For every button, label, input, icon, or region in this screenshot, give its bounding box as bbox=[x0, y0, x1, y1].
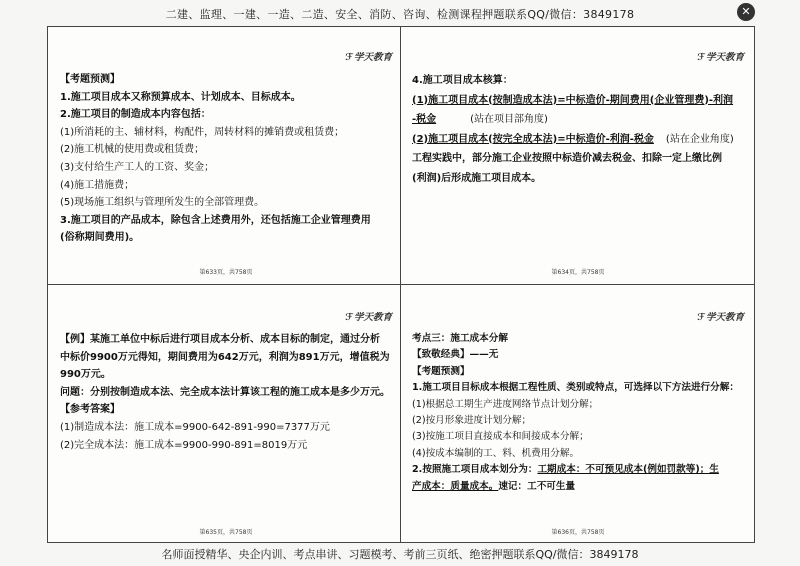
text-line: 【例】某施工单位中标后进行项目成本分析、成本目标的制定，通过分析 bbox=[60, 334, 380, 345]
text-line: (2)施工机械的使用费或租赁费； bbox=[60, 144, 205, 156]
text-line: 1.施工项目成本又称预算成本、计划成本、目标成本。 bbox=[60, 91, 301, 103]
text-line: (1)施工项目成本(按制造成本法)=中标造价-期间费用(企业管理费)-利润 bbox=[412, 94, 734, 106]
page-number: 第635页，共758页 bbox=[199, 529, 253, 536]
page-number: 第633页，共758页 bbox=[199, 269, 253, 276]
slide-panel-635 bbox=[56, 289, 396, 539]
text-line: -税金 (站在项目部角度) bbox=[412, 114, 548, 125]
text-line: (1)制造成本法：施工成本=9900-642-891-990=7377万元 bbox=[60, 421, 330, 433]
page-number: 第634页，共758页 bbox=[551, 269, 605, 276]
top-banner: 二建、监理、一建、一造、二造、安全、消防、咨询、检测课程押题联系QQ/微信：3849178 bbox=[165, 8, 635, 21]
brand-logo: ℱ学天教育 bbox=[697, 52, 744, 63]
text-line: (1)根据总工期生产进度网络节点计划分解； bbox=[412, 398, 599, 410]
text-line: (2)完全成本法：施工成本=9900-990-891=8019万元 bbox=[60, 439, 308, 451]
slide-panel-633 bbox=[56, 29, 396, 279]
text-line: 990万元。 bbox=[60, 369, 111, 381]
page-number: 第636页，共758页 bbox=[551, 529, 605, 536]
bottom-banner: 名师面授精华、央企内训、考点串讲、习题模考、考前三页纸、绝密押题联系QQ/微信：3849178 bbox=[161, 548, 639, 561]
text-line: (3)按施工项目直接成本和间接成本分解； bbox=[412, 431, 589, 443]
text-line: (4)施工措施费； bbox=[60, 179, 135, 191]
logo-mark-icon: ℱ bbox=[345, 52, 353, 63]
text-line: (2)按月形象进度计划分解； bbox=[412, 415, 532, 427]
text-line: 问题：分别按制造成本法、完全成本法计算该工程的施工成本是多少万元。 bbox=[60, 386, 390, 398]
logo-mark-icon: ℱ bbox=[697, 312, 705, 323]
text-line: 考点三：施工成本分解 bbox=[412, 333, 508, 344]
text-line: 1.施工项目目标成本根据工程性质、类别或特点，可选择以下方法进行分解： bbox=[412, 382, 739, 394]
close-icon[interactable]: ✕ bbox=[737, 3, 755, 21]
brand-logo: ℱ学天教育 bbox=[345, 52, 392, 63]
slide-panel-634 bbox=[408, 29, 748, 279]
text-line: 2.施工项目的制造成本内容包括： bbox=[60, 109, 211, 121]
text-line: 【考题预测】 bbox=[412, 365, 470, 377]
text-line: 4.施工项目成本核算： bbox=[412, 75, 513, 86]
slide-panel-636 bbox=[408, 289, 748, 539]
text-line: (5)现场施工组织与管理所发生的全部管理费。 bbox=[60, 197, 265, 209]
text-line: (3)支付给生产工人的工资、奖金； bbox=[60, 161, 215, 173]
slide-content bbox=[412, 331, 746, 495]
horizontal-divider bbox=[48, 284, 754, 285]
text-line: (1)所消耗的主、辅材料，构配件，周转材料的摊销费或租赁费； bbox=[60, 126, 345, 138]
text-line: (利润)后形成施工项目成本。 bbox=[412, 172, 542, 184]
text-line: 中标价9900万元得知，期间费用为642万元，利润为891万元，增值税为 bbox=[60, 351, 390, 363]
text-line: 2.按照施工项目成本划分为：工期成本：不可预见成本(例如罚款等)；生 bbox=[412, 464, 719, 476]
text-line: 工程实践中，部分施工企业按照中标造价减去税金、扣除一定上缴比例 bbox=[412, 153, 722, 164]
slide-content bbox=[412, 71, 746, 188]
text-line: (2)施工项目成本(按完全成本法)=中标造价-利润-税金 (站在企业角度) bbox=[412, 133, 734, 145]
brand-logo: ℱ学天教育 bbox=[697, 312, 744, 323]
text-line: 【考题预测】 bbox=[60, 74, 120, 85]
text-line: 【致敬经典】——无 bbox=[412, 349, 499, 361]
slide-content bbox=[60, 331, 394, 454]
text-line: 【参考答案】 bbox=[60, 404, 120, 416]
slide-content bbox=[60, 71, 394, 247]
brand-logo: ℱ学天教育 bbox=[345, 312, 392, 323]
text-line: 产成本：质量成本。速记：工不可生量 bbox=[412, 480, 576, 492]
text-line: 3.施工项目的产品成本，除包含上述费用外，还包括施工企业管理费用 bbox=[60, 214, 371, 226]
text-line: (俗称期间费用)。 bbox=[60, 232, 140, 244]
slide-sheet bbox=[47, 26, 755, 543]
vertical-divider bbox=[400, 27, 401, 542]
logo-mark-icon: ℱ bbox=[345, 312, 353, 323]
logo-mark-icon: ℱ bbox=[697, 52, 705, 63]
text-line: (4)按成本编制的工、料、机费用分解。 bbox=[412, 447, 580, 459]
